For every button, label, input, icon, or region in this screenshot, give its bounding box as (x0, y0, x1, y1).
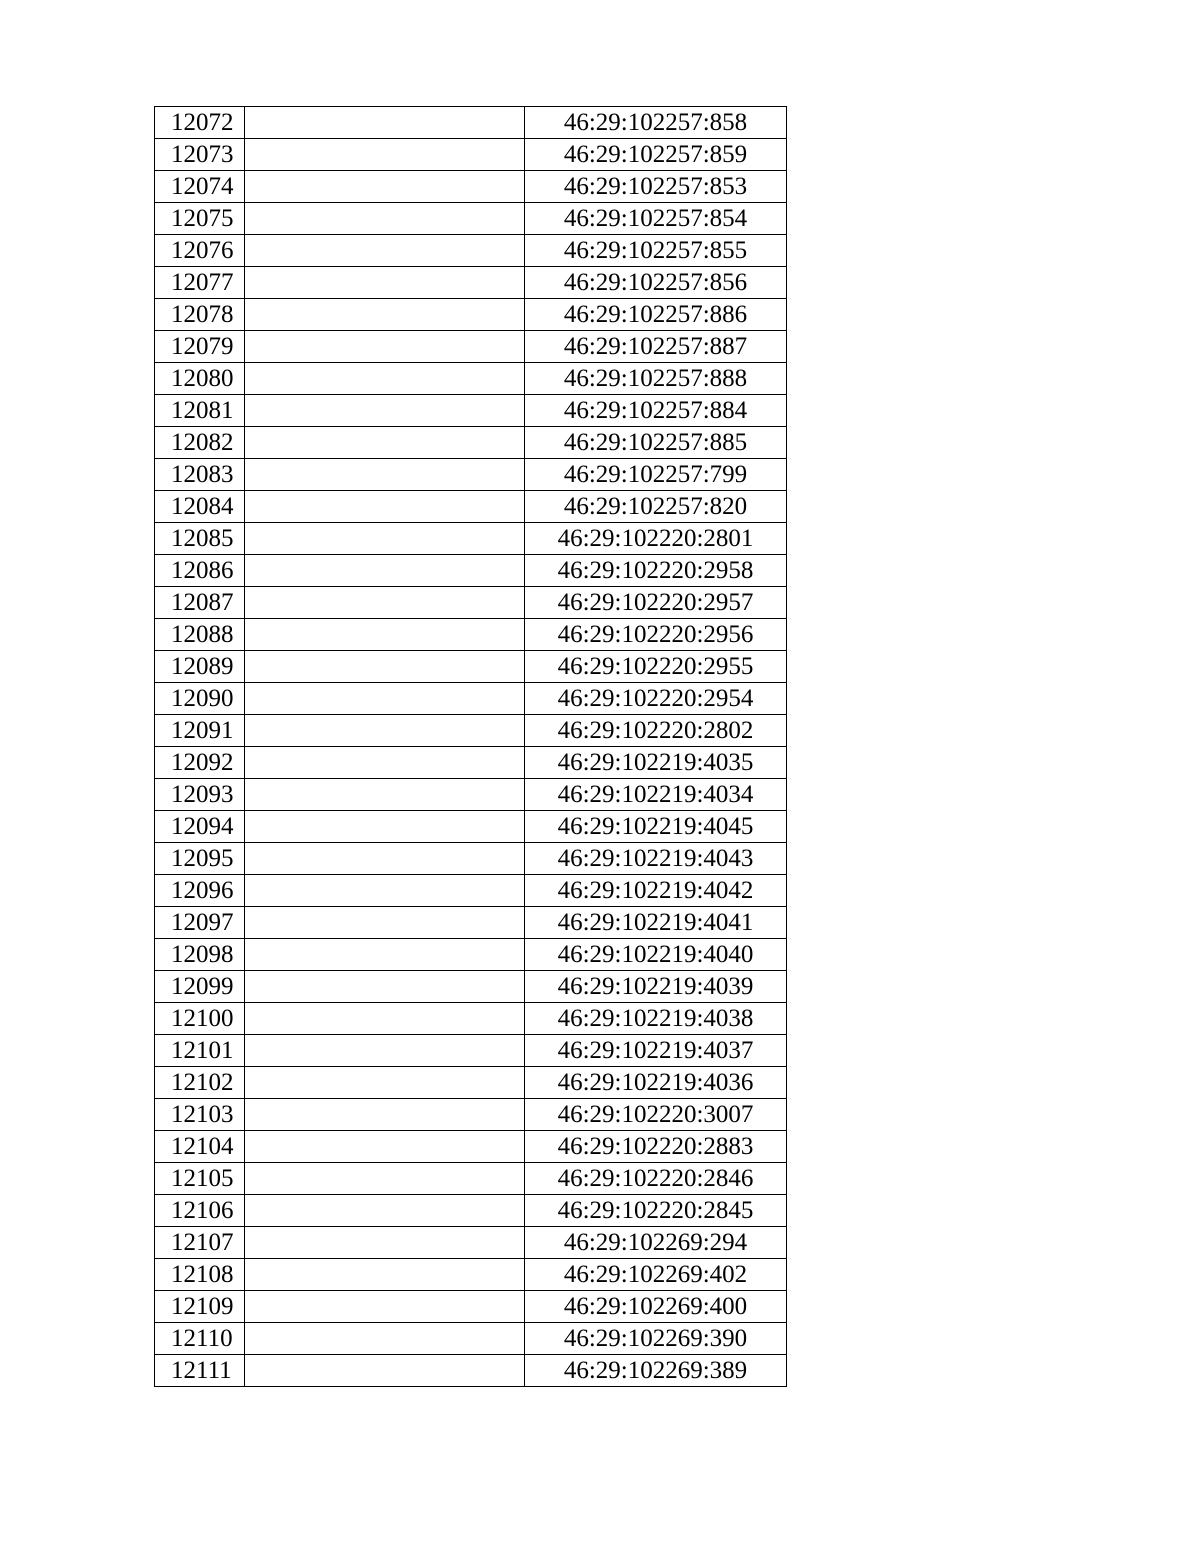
table-row (155, 459, 787, 491)
table-row (155, 1067, 787, 1099)
empty-cell (245, 555, 525, 587)
table-row (155, 587, 787, 619)
table-row (155, 427, 787, 459)
empty-cell (245, 875, 525, 907)
empty-cell (245, 203, 525, 235)
empty-cell (245, 1003, 525, 1035)
cadastral-number-cell: 46:29:102257:859 (525, 139, 787, 171)
table-row (155, 811, 787, 843)
table-row (155, 299, 787, 331)
row-number-cell: 12109 (155, 1291, 245, 1323)
empty-cell (245, 1067, 525, 1099)
row-number-cell: 12110 (155, 1323, 245, 1355)
row-number-cell: 12082 (155, 427, 245, 459)
empty-cell (245, 747, 525, 779)
empty-cell (245, 1291, 525, 1323)
table-row (155, 843, 787, 875)
table-row (155, 651, 787, 683)
table-row (155, 683, 787, 715)
cadastral-number-cell: 46:29:102220:2802 (525, 715, 787, 747)
cadastral-number-cell: 46:29:102219:4039 (525, 971, 787, 1003)
cadastral-number-cell: 46:29:102219:4037 (525, 1035, 787, 1067)
empty-cell (245, 651, 525, 683)
row-number-cell: 12096 (155, 875, 245, 907)
row-number-cell: 12076 (155, 235, 245, 267)
cadastral-number-cell: 46:29:102257:885 (525, 427, 787, 459)
table-row (155, 939, 787, 971)
table-row (155, 1323, 787, 1355)
table-row (155, 1003, 787, 1035)
row-number-cell: 12084 (155, 491, 245, 523)
cadastral-number-cell: 46:29:102220:2801 (525, 523, 787, 555)
cadastral-number-cell: 46:29:102269:400 (525, 1291, 787, 1323)
empty-cell (245, 811, 525, 843)
cadastral-number-cell: 46:29:102220:2954 (525, 683, 787, 715)
table-row (155, 1227, 787, 1259)
row-number-cell: 12093 (155, 779, 245, 811)
cadastral-number-cell: 46:29:102269:402 (525, 1259, 787, 1291)
row-number-cell: 12097 (155, 907, 245, 939)
table-row (155, 1035, 787, 1067)
cadastral-number-cell: 46:29:102257:799 (525, 459, 787, 491)
empty-cell (245, 939, 525, 971)
empty-cell (245, 1099, 525, 1131)
empty-cell (245, 715, 525, 747)
cadastral-number-cell: 46:29:102257:887 (525, 331, 787, 363)
table-row (155, 203, 787, 235)
empty-cell (245, 363, 525, 395)
cadastral-number-cell: 46:29:102257:858 (525, 107, 787, 139)
table-row (155, 491, 787, 523)
table-row (155, 1099, 787, 1131)
empty-cell (245, 107, 525, 139)
empty-cell (245, 683, 525, 715)
row-number-cell: 12094 (155, 811, 245, 843)
row-number-cell: 12079 (155, 331, 245, 363)
cadastral-number-cell: 46:29:102219:4040 (525, 939, 787, 971)
empty-cell (245, 907, 525, 939)
cadastral-number-cell: 46:29:102257:884 (525, 395, 787, 427)
row-number-cell: 12085 (155, 523, 245, 555)
empty-cell (245, 1035, 525, 1067)
table-row (155, 235, 787, 267)
row-number-cell: 12105 (155, 1163, 245, 1195)
empty-cell (245, 139, 525, 171)
row-number-cell: 12090 (155, 683, 245, 715)
empty-cell (245, 779, 525, 811)
table-row (155, 779, 787, 811)
row-number-cell: 12111 (155, 1355, 245, 1387)
empty-cell (245, 171, 525, 203)
empty-cell (245, 267, 525, 299)
empty-cell (245, 587, 525, 619)
cadastral-number-cell: 46:29:102220:2846 (525, 1163, 787, 1195)
row-number-cell: 12092 (155, 747, 245, 779)
row-number-cell: 12089 (155, 651, 245, 683)
table-row (155, 171, 787, 203)
table-row (155, 1291, 787, 1323)
cadastral-number-cell: 46:29:102257:855 (525, 235, 787, 267)
row-number-cell: 12106 (155, 1195, 245, 1227)
row-number-cell: 12108 (155, 1259, 245, 1291)
empty-cell (245, 235, 525, 267)
cadastral-number-cell: 46:29:102257:888 (525, 363, 787, 395)
table-row (155, 1163, 787, 1195)
row-number-cell: 12100 (155, 1003, 245, 1035)
empty-cell (245, 523, 525, 555)
table-row (155, 1131, 787, 1163)
row-number-cell: 12075 (155, 203, 245, 235)
row-number-cell: 12080 (155, 363, 245, 395)
cadastral-number-cell: 46:29:102220:2957 (525, 587, 787, 619)
table-row (155, 267, 787, 299)
cadastral-number-cell: 46:29:102219:4034 (525, 779, 787, 811)
parcel-table (154, 106, 787, 1387)
row-number-cell: 12099 (155, 971, 245, 1003)
row-number-cell: 12104 (155, 1131, 245, 1163)
cadastral-number-cell: 46:29:102269:390 (525, 1323, 787, 1355)
table-row (155, 715, 787, 747)
cadastral-number-cell: 46:29:102219:4043 (525, 843, 787, 875)
cadastral-number-cell: 46:29:102219:4038 (525, 1003, 787, 1035)
row-number-cell: 12083 (155, 459, 245, 491)
cadastral-number-cell: 46:29:102257:854 (525, 203, 787, 235)
row-number-cell: 12078 (155, 299, 245, 331)
empty-cell (245, 459, 525, 491)
row-number-cell: 12095 (155, 843, 245, 875)
table-row (155, 523, 787, 555)
table-row (155, 1195, 787, 1227)
row-number-cell: 12073 (155, 139, 245, 171)
table-row (155, 395, 787, 427)
table-row (155, 907, 787, 939)
table-row (155, 363, 787, 395)
row-number-cell: 12102 (155, 1067, 245, 1099)
row-number-cell: 12103 (155, 1099, 245, 1131)
table-row (155, 107, 787, 139)
empty-cell (245, 299, 525, 331)
empty-cell (245, 331, 525, 363)
empty-cell (245, 1323, 525, 1355)
cadastral-number-cell: 46:29:102220:2956 (525, 619, 787, 651)
cadastral-number-cell: 46:29:102220:2955 (525, 651, 787, 683)
table-row (155, 331, 787, 363)
cadastral-number-cell: 46:29:102269:389 (525, 1355, 787, 1387)
empty-cell (245, 619, 525, 651)
cadastral-number-cell: 46:29:102219:4045 (525, 811, 787, 843)
row-number-cell: 12074 (155, 171, 245, 203)
row-number-cell: 12086 (155, 555, 245, 587)
empty-cell (245, 1355, 525, 1387)
table-row (155, 1355, 787, 1387)
row-number-cell: 12088 (155, 619, 245, 651)
row-number-cell: 12072 (155, 107, 245, 139)
parcel-table-body (155, 107, 787, 1387)
cadastral-number-cell: 46:29:102220:2845 (525, 1195, 787, 1227)
row-number-cell: 12107 (155, 1227, 245, 1259)
empty-cell (245, 1131, 525, 1163)
empty-cell (245, 395, 525, 427)
row-number-cell: 12098 (155, 939, 245, 971)
table-row (155, 747, 787, 779)
table-row (155, 1259, 787, 1291)
cadastral-number-cell: 46:29:102257:820 (525, 491, 787, 523)
row-number-cell: 12077 (155, 267, 245, 299)
cadastral-number-cell: 46:29:102257:886 (525, 299, 787, 331)
cadastral-number-cell: 46:29:102219:4036 (525, 1067, 787, 1099)
empty-cell (245, 1163, 525, 1195)
empty-cell (245, 1259, 525, 1291)
cadastral-number-cell: 46:29:102220:2958 (525, 555, 787, 587)
empty-cell (245, 971, 525, 1003)
table-row (155, 619, 787, 651)
cadastral-number-cell: 46:29:102257:853 (525, 171, 787, 203)
row-number-cell: 12081 (155, 395, 245, 427)
table-row (155, 139, 787, 171)
cadastral-number-cell: 46:29:102219:4042 (525, 875, 787, 907)
row-number-cell: 12101 (155, 1035, 245, 1067)
empty-cell (245, 491, 525, 523)
cadastral-number-cell: 46:29:102257:856 (525, 267, 787, 299)
cadastral-number-cell: 46:29:102219:4041 (525, 907, 787, 939)
cadastral-number-cell: 46:29:102220:3007 (525, 1099, 787, 1131)
table-row (155, 875, 787, 907)
empty-cell (245, 843, 525, 875)
table-row (155, 971, 787, 1003)
cadastral-number-cell: 46:29:102220:2883 (525, 1131, 787, 1163)
empty-cell (245, 427, 525, 459)
empty-cell (245, 1227, 525, 1259)
row-number-cell: 12087 (155, 587, 245, 619)
cadastral-number-cell: 46:29:102219:4035 (525, 747, 787, 779)
empty-cell (245, 1195, 525, 1227)
cadastral-number-cell: 46:29:102269:294 (525, 1227, 787, 1259)
table-row (155, 555, 787, 587)
row-number-cell: 12091 (155, 715, 245, 747)
